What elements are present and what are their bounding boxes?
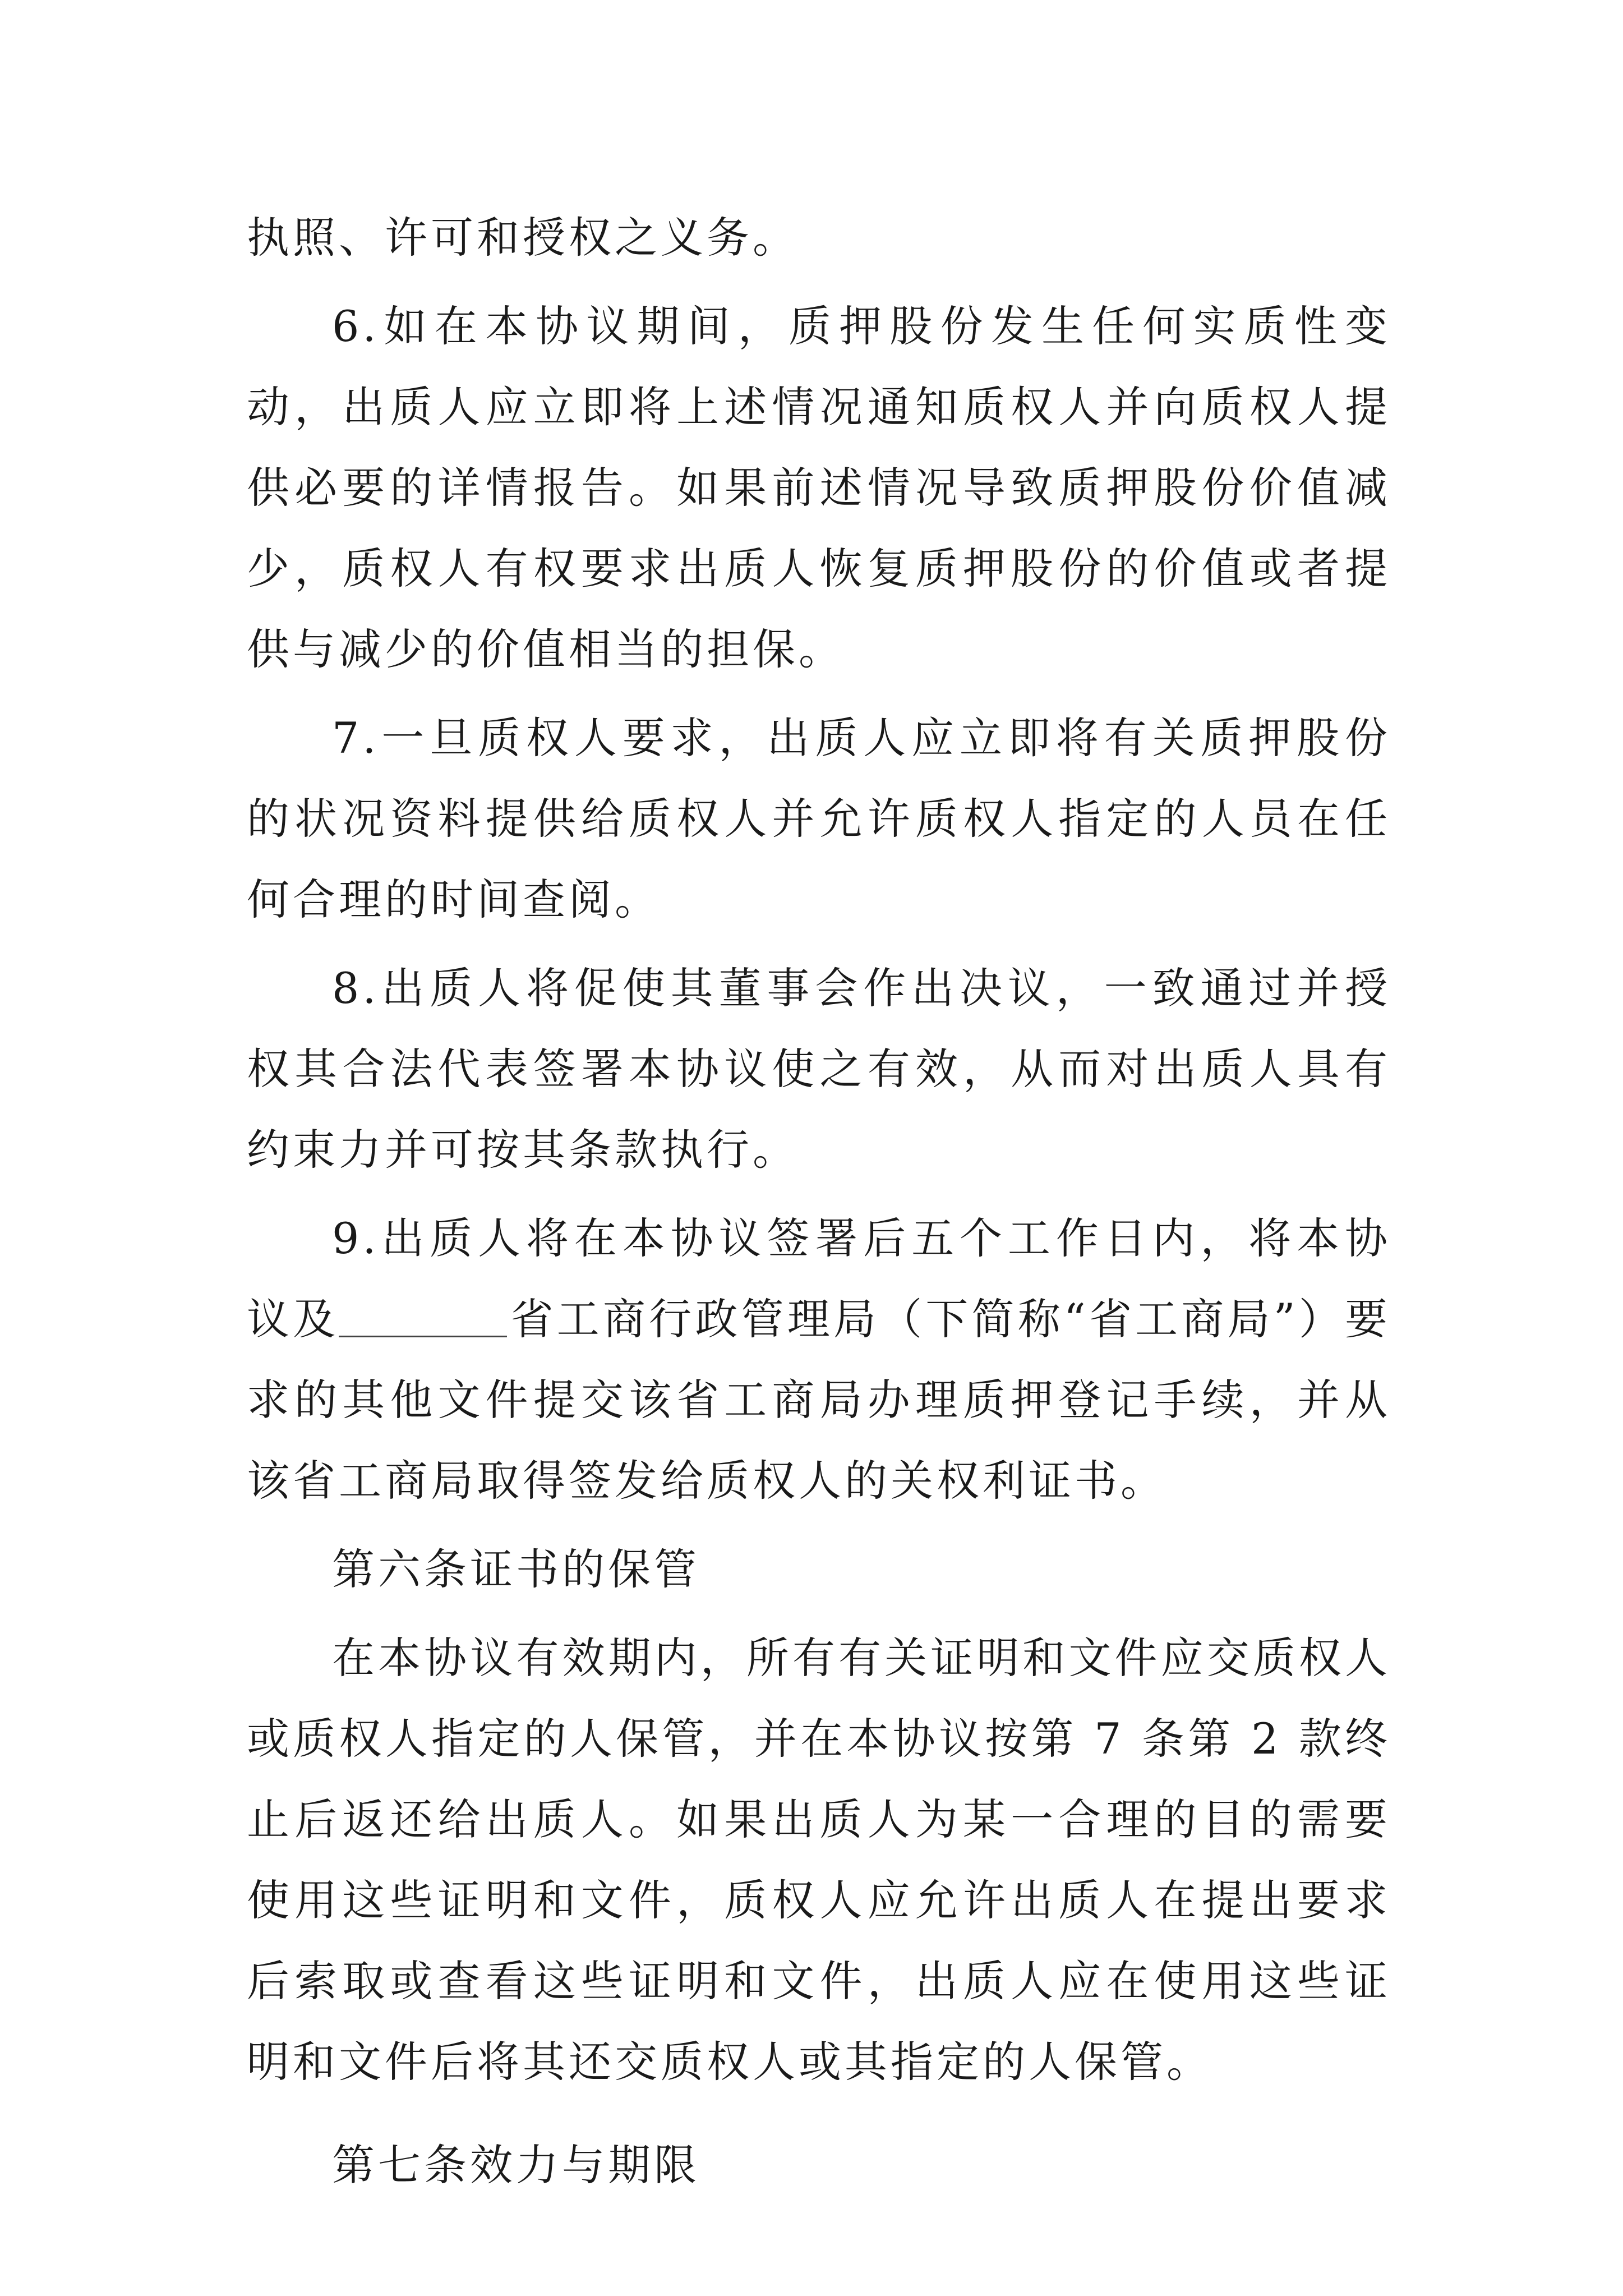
clause-9-text-end: 省工商行政管理局（下简称“省工商局”）要求的其他文件提交该省工商局办理质押登记手续，并从该省工商局取得签发给质权人的关权利证书。 bbox=[247, 1294, 1391, 1506]
article-6-heading: 第六条证书的保管 bbox=[332, 1544, 700, 1594]
clause-9-paragraph bbox=[247, 1198, 1391, 1521]
province-blank-field bbox=[339, 1293, 507, 1337]
clause-8-paragraph: 8.出质人将促使其董事会作出决议，一致通过并授权其合法代表签署本协议使之有效，从而对出质人具有约束力并可按其条款执行。 bbox=[247, 963, 1391, 1175]
document-body bbox=[247, 197, 1391, 2206]
article-6-paragraph: 在本协议有效期内，所有有关证明和文件应交质权人或质权人指定的人保管，并在本协议按第 7 条第 2 款终止后返还给出质人。如果出质人为某一合理的目的需要使用这些证明和文件，质权人应允许出质人在提出要求后索取或查看这些证明和文件，出质人应在使用这些证明和文件后将其还交质权人或其指定的人保管。 bbox=[247, 1633, 1391, 2087]
clause-9-text-start: 9.出质人将在本协议签署后五个工作日内，将本协议及 bbox=[247, 1213, 1391, 1344]
clause-7-paragraph: 7.一旦质权人要求，出质人应立即将有关质押股份的状况资料提供给质权人并允许质权人指定的人员在任何合理的时间查阅。 bbox=[247, 713, 1391, 924]
clause-6-paragraph: 6.如在本协议期间，质押股份发生任何实质性变动，出质人应立即将上述情况通知质权人并向质权人提供必要的详情报告。如果前述情况导致质押股份价值减少，质权人有权要求出质人恢复质押股份的价值或者提供与减少的价值相当的担保。 bbox=[247, 301, 1391, 674]
continuation-paragraph: 执照、许可和授权之义务。 bbox=[247, 213, 799, 263]
article-7-heading: 第七条效力与期限 bbox=[332, 2140, 700, 2190]
